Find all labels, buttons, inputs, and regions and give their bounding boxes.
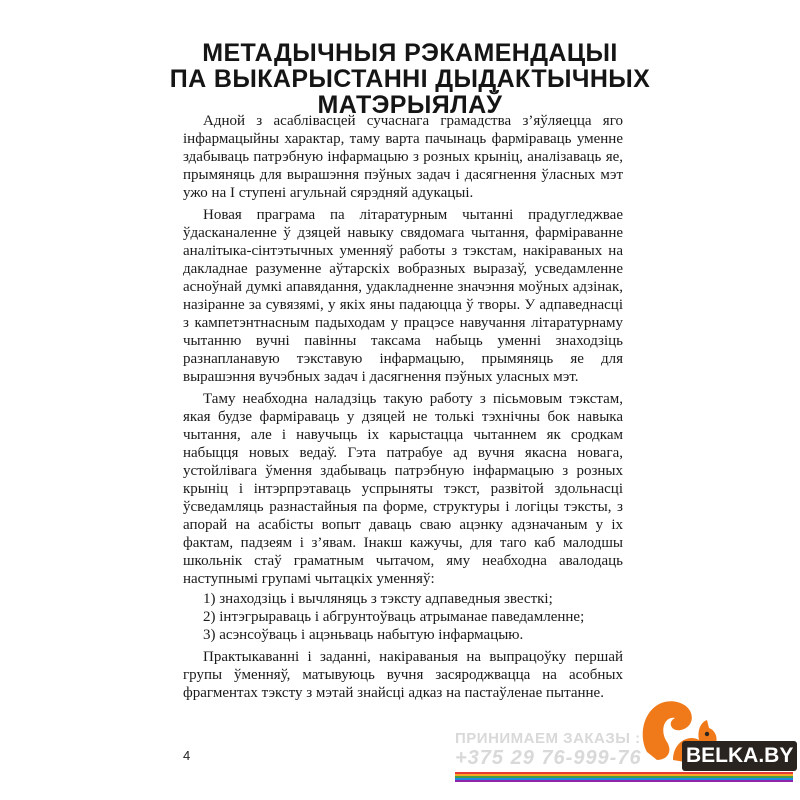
watermark-line-1: ПРИНИМАЕМ ЗАКАЗЫ :: [455, 730, 641, 747]
page-title: [160, 40, 660, 118]
belka-logo-text: BELKA.BY: [682, 741, 797, 771]
paragraph-1: Адной з асаблівасцей сучаснага грамадства з’яўляецца яго інфармацыйны характар, таму варта пачынаць фарміраваць уменне здабываць патрэбную інфармацыю з розных крыніц, аналізаваць яе, прымяняць для вырашэння пэўных задач і дасягнення ўласных мэт ужо на І ступені агульнай сярэдняй адукацыі.: [183, 113, 623, 201]
page-number: 4: [183, 748, 191, 763]
paragraph-3: Таму неабходна наладзіць такую работу з пісьмовым тэкстам, якая будзе фарміраваць у дзяцей не толькі тэхнічны бок навыка чытання, але і навучыць іх карыстацца чытаннем як сродкам набыцця новых ведаў. Гэта патрабуе ад вучня якасна новага, устойлівага ўмення здабываць патрэбную інфармацыю з розных крыніц і інтэрпрэтаваць успрыняты тэкст, развітой здольнасці ўсведамляць разнастайныя па форме, структуры і логіцы тэксты, з апорай на асабісты вопыт даваць сваю ацэнку адзначаным у іх фактам, падзеям і з’явам. Інакш кажучы, для таго каб малодшы школьнік стаў граматным чытачом, яму неабходна авалодаць наступнымі групамі чытацкіх уменняў:: [183, 391, 623, 587]
color-stripes: [455, 772, 793, 786]
list-item-1: 1) знаходзіць і вычляняць з тэксту адпаведныя звесткі;: [203, 591, 553, 607]
stripe-purple: [455, 780, 793, 782]
list-item-2: 2) інтэгрыраваць і абгрунтоўваць атрыманае паведамленне;: [203, 609, 585, 625]
list-item-3: 3) асэнсоўваць і ацэньваць набытую інфармацыю.: [203, 627, 524, 643]
body-text: [183, 112, 623, 706]
watermark-phone: +375 29 76-999-76: [455, 747, 642, 769]
paragraph-2: Новая праграма па літаратурным чытанні прадугледжвае ўдасканаленне ў дзяцей навыку свядомага чытання, фарміраванне аналітыка-сінтэтычных уменняў работы з тэкстам, накіраваных на дакладнае разуменне аўтарскіх вобразных выразаў, усведамленне асноўнай думкі апавядання, удакладненне значэння моўных адзінак, назіранне за сувязямі, у якіх яны падаюцца ў творы. У адпаведнасці з кампетэнтнасным падыходам у працэсе навучання літаратурнаму чытанню вучні павінны таксама набыць уменні знаходзіць разнапланавую тэкставую інфармацыю, прымяняць яе для вырашэння вучэбных задач і дасягнення пэўных уласных мэт.: [183, 207, 623, 385]
title-line-2: ПА ВЫКАРЫСТАННІ ДЫДАКТЫЧНЫХ: [169, 65, 651, 93]
paragraph-closing: Практыкаванні і заданні, накіраваныя на выпрацоўку першай групы ўменняў, матывуюць вучня засяроджвацца на асобных фрагментах тэксту з мэтай знайсці адказ на пастаўленае пытанне.: [183, 649, 623, 701]
title-line-3: МАТЭРЫЯЛАЎ: [317, 91, 503, 119]
title-line-1: МЕТАДЫЧНЫЯ РЭКАМЕНДАЦЫІ: [202, 39, 618, 67]
order-watermark: [455, 730, 655, 770]
